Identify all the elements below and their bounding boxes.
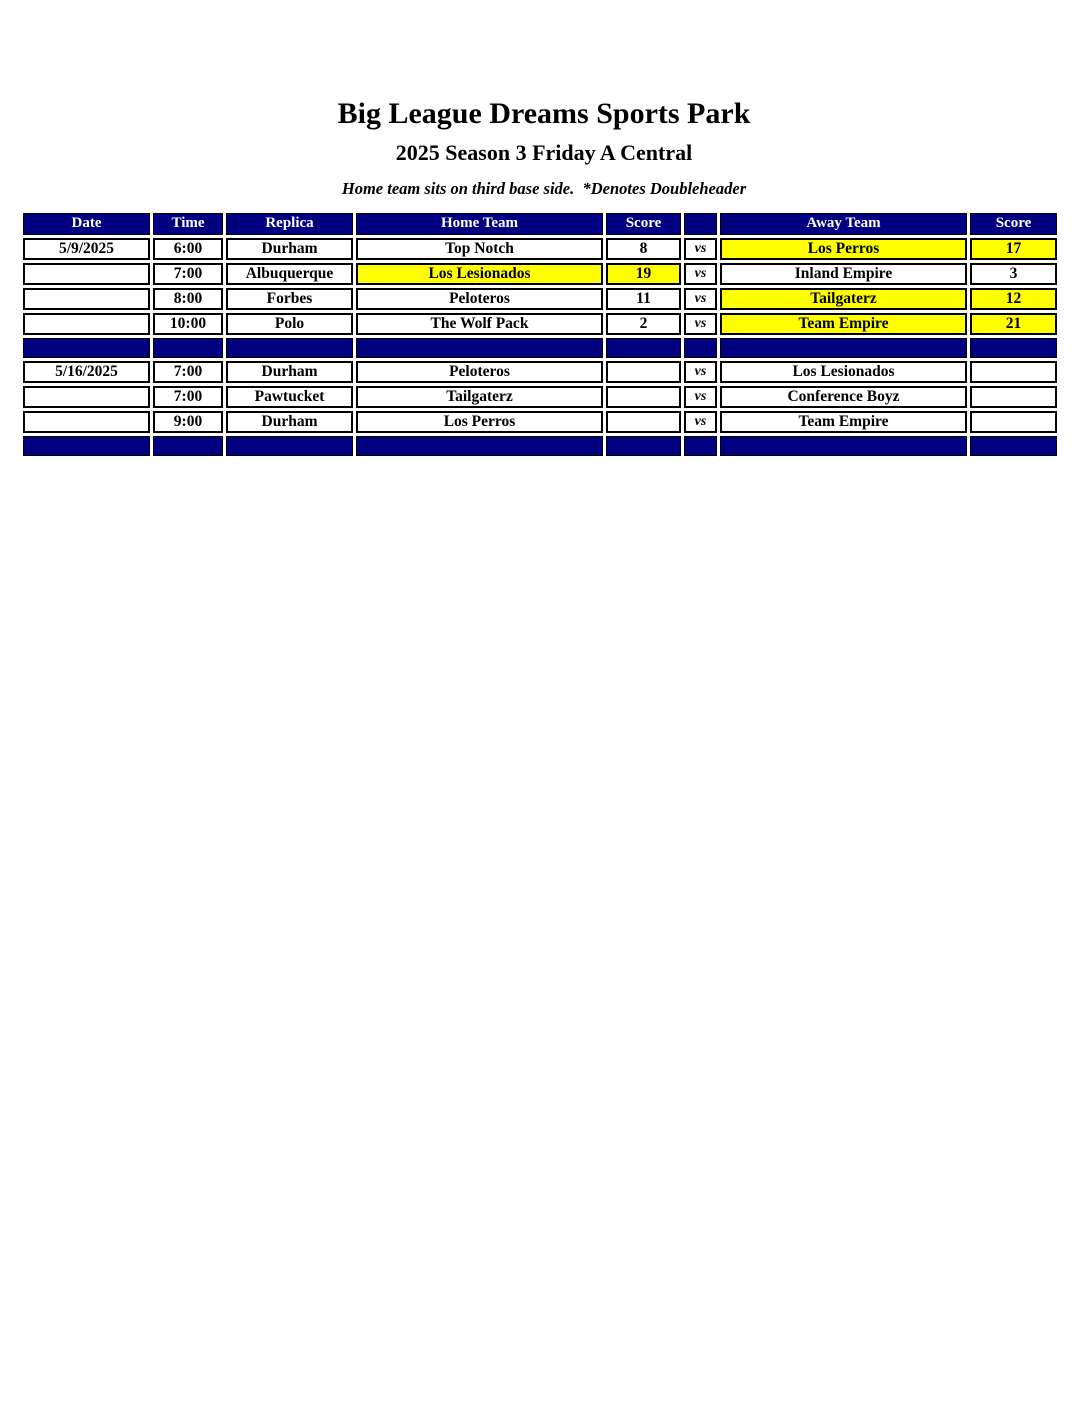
col-header-replica: Replica bbox=[226, 213, 353, 235]
separator-cell bbox=[970, 338, 1057, 358]
away-score-cell bbox=[970, 361, 1057, 383]
time-cell: 7:00 bbox=[153, 361, 223, 383]
date-cell bbox=[23, 263, 150, 285]
home-score-cell: 2 bbox=[606, 313, 681, 335]
page-subtitle: 2025 Season 3 Friday A Central bbox=[395, 139, 693, 165]
date-cell bbox=[23, 386, 150, 408]
table-header-row bbox=[23, 213, 1057, 235]
home-score-cell: 8 bbox=[606, 238, 681, 260]
game-row bbox=[23, 238, 1057, 260]
time-cell: 10:00 bbox=[153, 313, 223, 335]
separator-cell bbox=[226, 338, 353, 358]
schedule-page bbox=[0, 0, 1088, 459]
separator-cell bbox=[23, 436, 150, 456]
col-header-home-team: Home Team bbox=[356, 213, 603, 235]
replica-cell: Pawtucket bbox=[226, 386, 353, 408]
home-score-cell: 11 bbox=[606, 288, 681, 310]
home-score-cell: 19 bbox=[606, 263, 681, 285]
home-score-cell bbox=[606, 361, 681, 383]
vs-cell: vs bbox=[684, 411, 717, 433]
away-score-cell: 12 bbox=[970, 288, 1057, 310]
away-team-cell: Team Empire bbox=[720, 411, 967, 433]
home-team-cell: Tailgaterz bbox=[356, 386, 603, 408]
separator-cell bbox=[226, 436, 353, 456]
away-team-cell: Los Perros bbox=[720, 238, 967, 260]
home-score-cell bbox=[606, 411, 681, 433]
col-header-away-score: Score bbox=[970, 213, 1057, 235]
away-team-cell: Inland Empire bbox=[720, 263, 967, 285]
replica-cell: Polo bbox=[226, 313, 353, 335]
separator-cell bbox=[720, 436, 967, 456]
vs-cell: vs bbox=[684, 263, 717, 285]
separator-cell bbox=[356, 436, 603, 456]
page-title: Big League Dreams Sports Park bbox=[337, 97, 751, 130]
game-row bbox=[23, 313, 1057, 335]
separator-cell bbox=[153, 436, 223, 456]
away-score-cell: 3 bbox=[970, 263, 1057, 285]
game-row bbox=[23, 361, 1057, 383]
date-cell bbox=[23, 313, 150, 335]
separator-row bbox=[23, 338, 1057, 358]
vs-cell: vs bbox=[684, 238, 717, 260]
schedule-table bbox=[20, 210, 1060, 459]
date-cell bbox=[23, 411, 150, 433]
date-cell: 5/16/2025 bbox=[23, 361, 150, 383]
game-row bbox=[23, 288, 1057, 310]
col-header-date: Date bbox=[23, 213, 150, 235]
col-header-home-score: Score bbox=[606, 213, 681, 235]
home-team-cell: Peloteros bbox=[356, 361, 603, 383]
home-team-cell: Peloteros bbox=[356, 288, 603, 310]
home-score-cell bbox=[606, 386, 681, 408]
away-score-cell: 17 bbox=[970, 238, 1057, 260]
separator-cell bbox=[23, 338, 150, 358]
vs-cell: vs bbox=[684, 361, 717, 383]
header-note: Home team sits on third base side. *Denotes Doubleheader bbox=[341, 178, 747, 198]
replica-cell: Forbes bbox=[226, 288, 353, 310]
replica-cell: Albuquerque bbox=[226, 263, 353, 285]
replica-cell: Durham bbox=[226, 361, 353, 383]
separator-cell bbox=[356, 338, 603, 358]
col-header-time: Time bbox=[153, 213, 223, 235]
replica-cell: Durham bbox=[226, 238, 353, 260]
separator-cell bbox=[153, 338, 223, 358]
date-cell bbox=[23, 288, 150, 310]
separator-cell bbox=[606, 338, 681, 358]
away-team-cell: Los Lesionados bbox=[720, 361, 967, 383]
date-cell: 5/9/2025 bbox=[23, 238, 150, 260]
game-row bbox=[23, 263, 1057, 285]
separator-cell bbox=[684, 436, 717, 456]
vs-cell: vs bbox=[684, 313, 717, 335]
col-header-away-team: Away Team bbox=[720, 213, 967, 235]
home-team-cell: Los Lesionados bbox=[356, 263, 603, 285]
vs-cell: vs bbox=[684, 288, 717, 310]
away-score-cell bbox=[970, 411, 1057, 433]
separator-cell bbox=[720, 338, 967, 358]
time-cell: 8:00 bbox=[153, 288, 223, 310]
home-team-cell: The Wolf Pack bbox=[356, 313, 603, 335]
time-cell: 7:00 bbox=[153, 386, 223, 408]
separator-row bbox=[23, 436, 1057, 456]
away-team-cell: Team Empire bbox=[720, 313, 967, 335]
separator-cell bbox=[970, 436, 1057, 456]
replica-cell: Durham bbox=[226, 411, 353, 433]
time-cell: 9:00 bbox=[153, 411, 223, 433]
schedule-body bbox=[23, 238, 1057, 456]
away-team-cell: Tailgaterz bbox=[720, 288, 967, 310]
away-team-cell: Conference Boyz bbox=[720, 386, 967, 408]
time-cell: 6:00 bbox=[153, 238, 223, 260]
away-score-cell: 21 bbox=[970, 313, 1057, 335]
game-row bbox=[23, 386, 1057, 408]
game-row bbox=[23, 411, 1057, 433]
home-team-cell: Top Notch bbox=[356, 238, 603, 260]
away-score-cell bbox=[970, 386, 1057, 408]
time-cell: 7:00 bbox=[153, 263, 223, 285]
col-header-vs bbox=[684, 213, 717, 235]
vs-cell: vs bbox=[684, 386, 717, 408]
separator-cell bbox=[606, 436, 681, 456]
home-team-cell: Los Perros bbox=[356, 411, 603, 433]
separator-cell bbox=[684, 338, 717, 358]
